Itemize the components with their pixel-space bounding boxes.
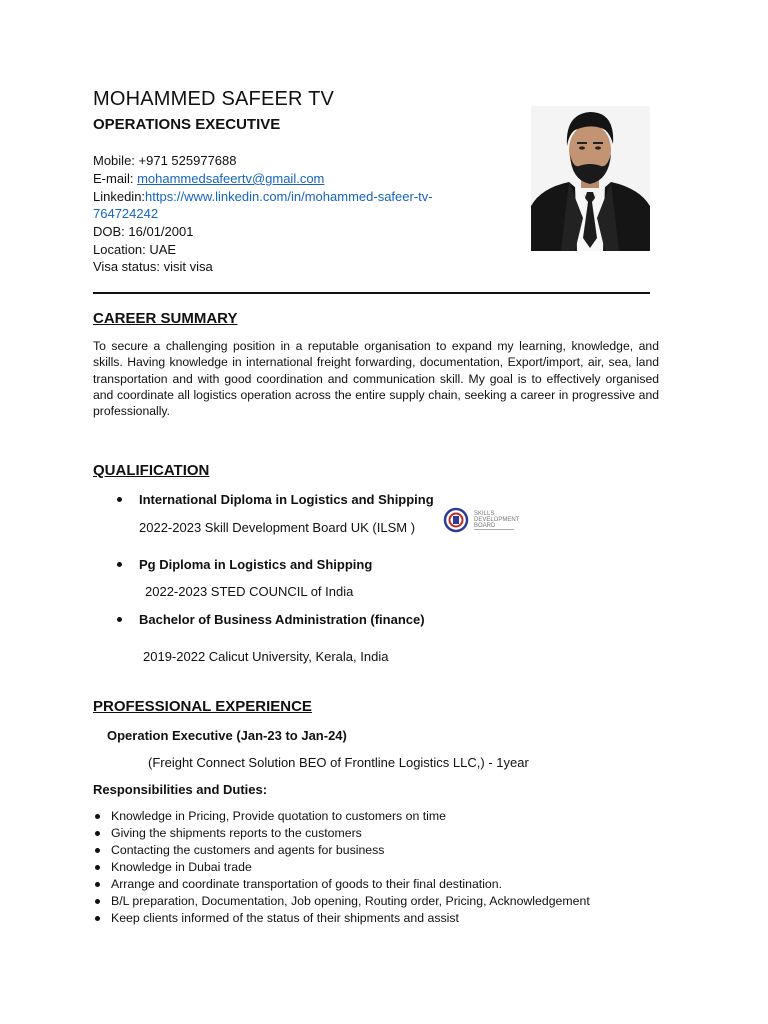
linkedin-line: [93, 188, 433, 205]
email-line: [93, 170, 324, 187]
qualification-title-2: Pg Diploma in Logistics and Shipping: [139, 557, 373, 572]
experience-heading: PROFESSIONAL EXPERIENCE: [93, 698, 312, 715]
list-item: Keep clients informed of the status of their shipments and assist: [93, 910, 693, 927]
profile-photo: [531, 106, 650, 251]
email-link[interactable]: mohammedsafeertv@gmail.com: [137, 171, 325, 186]
bullet-icon: [117, 497, 122, 502]
linkedin-label: Linkedin:: [93, 189, 146, 204]
list-item: B/L preparation, Documentation, Job opening, Routing order, Pricing, Acknowledgement: [93, 893, 693, 910]
qualification-detail-3: 2019-2022 Calicut University, Kerala, India: [143, 649, 389, 664]
bullet-icon: [117, 562, 122, 567]
qualification-detail-2: 2022-2023 STED COUNCIL of India: [145, 584, 354, 599]
list-item: Contacting the customers and agents for business: [93, 842, 693, 859]
career-summary-text: To secure a challenging position in a reputable organisation to expand my learning, knowledge, and skills. Having knowledge in international freight forwarding, documentation, Export/import, air, sea, land transportation and with good coordination and communication skill. My goal is to effectively organised and coordinate all logistics operation across the entire supply chain, seeking a career in progressive and professionally.: [93, 339, 659, 419]
logo-text-1: SKILLS: [474, 511, 495, 517]
qualification-title-3: Bachelor of Business Administration (finance): [139, 612, 425, 627]
dob-line: DOB: 16/01/2001: [93, 224, 194, 239]
list-item: Giving the shipments reports to the customers: [93, 825, 693, 842]
duties-heading: Responsibilities and Duties:: [93, 782, 268, 797]
section-divider: [93, 292, 650, 294]
bullet-icon: [117, 617, 122, 622]
logo-text-2: DEVELOPMENT: [474, 517, 520, 523]
qualification-heading: QUALIFICATION: [93, 462, 210, 479]
list-item: Knowledge in Dubai trade: [93, 859, 693, 876]
list-item: Arrange and coordinate transportation of goods to their final destination.: [93, 876, 693, 893]
experience-company: (Freight Connect Solution BEO of Frontline Logistics LLC,) - 1year: [148, 755, 529, 770]
list-item: Knowledge in Pricing, Provide quotation to customers on time: [93, 808, 693, 825]
linkedin-link-cont[interactable]: 764724242: [93, 206, 159, 221]
skills-development-board-logo: [443, 507, 535, 533]
linkedin-link[interactable]: https://www.linkedin.com/in/mohammed-safeer-tv-: [145, 189, 433, 204]
experience-job-title: Operation Executive (Jan-23 to Jan-24): [107, 728, 347, 743]
career-summary-heading: CAREER SUMMARY: [93, 310, 238, 327]
email-label: E-mail:: [93, 171, 138, 186]
qualification-title-1: International Diploma in Logistics and Shipping: [139, 492, 434, 507]
visa-line: Visa status: visit visa: [93, 259, 213, 274]
duties-list: [93, 808, 693, 927]
job-title: OPERATIONS EXECUTIVE: [93, 116, 281, 133]
candidate-name: MOHAMMED SAFEER TV: [93, 88, 335, 110]
qualification-detail-1: 2022-2023 Skill Development Board UK (ILSM ): [139, 520, 416, 535]
location-line: Location: UAE: [93, 242, 177, 257]
mobile-line: Mobile: +971 525977688: [93, 153, 237, 168]
logo-text-3: BOARD: [474, 523, 496, 529]
